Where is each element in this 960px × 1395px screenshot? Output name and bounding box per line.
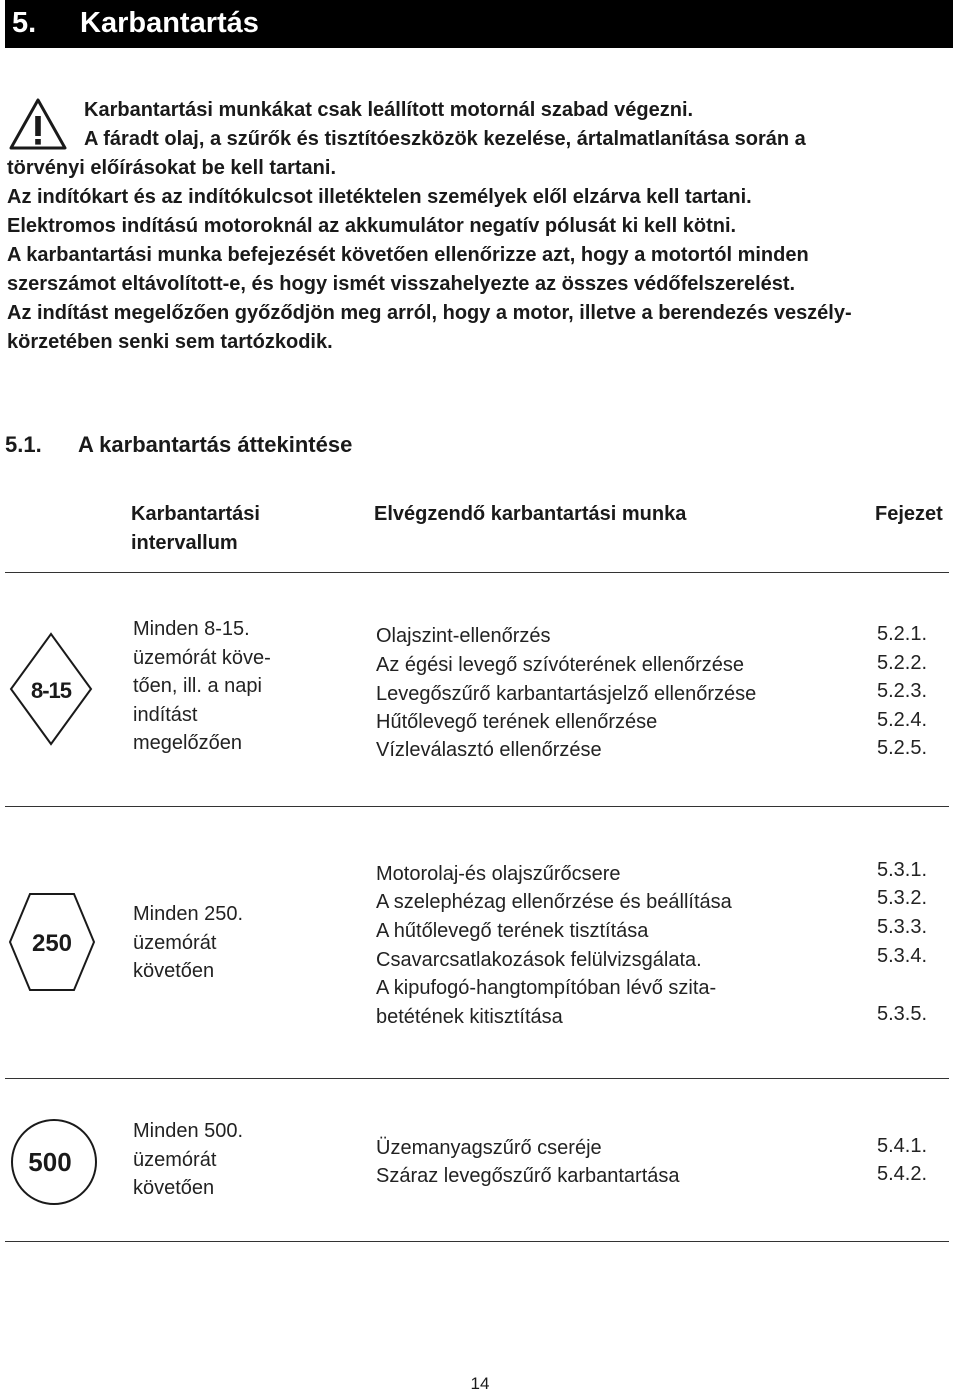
row-500-interval-line-2: üzemórát	[133, 1149, 217, 1171]
section-number: 5.1.	[5, 432, 42, 457]
row-8-15-chapter-4: 5.2.4.	[877, 709, 928, 731]
table-header-rule	[5, 572, 949, 573]
interval-8-15-symbol-label: 8-15	[30, 678, 72, 703]
row-separator-3	[5, 1241, 949, 1242]
row-8-15-task-4: Hűtőlevegő terének ellenőrzése	[376, 711, 658, 733]
header-interval-line-1: Karbantartási	[131, 503, 260, 525]
row-8-15-interval-line-5: megelőzően	[133, 732, 242, 754]
warning-line-1: Karbantartási munkákat csak leállított motornál szabad végezni.	[84, 99, 694, 121]
row-8-15-task-5: Vízleválasztó ellenőrzése	[376, 739, 602, 761]
row-250-task-5-line-1: A kipufogó-hangtompítóban lévő szita-	[376, 977, 717, 999]
row-8-15-interval-line-3: tően, ill. a napi	[133, 675, 262, 697]
row-8-15-interval-line-1: Minden 8-15.	[133, 618, 250, 640]
chapter-number: 5.	[12, 7, 37, 39]
warning-line-7: szerszámot eltávolított-e, és hogy ismét visszahelyezte az összes védőfelszerelést.	[7, 273, 796, 295]
chapter-title: Karbantartás	[80, 7, 259, 39]
row-250-task-1: Motorolaj-és olajszűrőcsere	[376, 863, 621, 885]
row-250-task-4: Csavarcsatlakozások felülvizsgálata.	[376, 949, 702, 971]
row-250-task-5-line-2: betétének kitisztítása	[376, 1006, 563, 1028]
section-title: A karbantartás áttekintése	[78, 432, 353, 457]
row-250-task-3: A hűtőlevegő terének tisztítása	[376, 920, 649, 942]
header-interval-line-2: intervallum	[131, 532, 238, 554]
row-500-task-1: Üzemanyagszűrő cseréje	[376, 1137, 602, 1159]
row-500-chapter-1: 5.4.1.	[877, 1135, 928, 1157]
row-250-chapter-5: 5.3.5.	[877, 1003, 928, 1025]
row-8-15-chapter-5: 5.2.5.	[877, 737, 928, 759]
row-8-15-task-1: Olajszint-ellenőrzés	[376, 625, 551, 647]
warning-line-2: A fáradt olaj, a szűrők és tisztítóeszközök kezelése, ártalmatlanítása során a	[84, 128, 806, 150]
page-number: 14	[470, 1374, 490, 1393]
warning-line-6: A karbantartási munka befejezését követően ellenőrizze azt, hogy a motortól minden	[7, 244, 809, 266]
warning-line-5: Elektromos indítású motoroknál az akkumulátor negatív pólusát ki kell kötni.	[7, 215, 737, 237]
row-separator-2	[5, 1078, 949, 1079]
row-250-interval-line-3: követően	[133, 960, 215, 982]
row-250-chapter-3: 5.3.3.	[877, 916, 928, 938]
row-8-15-interval-line-2: üzemórát köve-	[133, 647, 271, 669]
row-250-chapter-2: 5.3.2.	[877, 887, 928, 909]
row-500-interval-line-3: követően	[133, 1177, 215, 1199]
row-250-interval-line-2: üzemórát	[133, 932, 217, 954]
warning-line-8: Az indítást megelőzően győződjön meg arról, hogy a motor, illetve a berendezés veszély-	[7, 302, 852, 324]
interval-500-symbol-label: 500	[28, 1147, 72, 1177]
row-500-interval-line-1: Minden 500.	[133, 1120, 244, 1142]
row-500-chapter-2: 5.4.2.	[877, 1163, 928, 1185]
row-500-task-2: Száraz levegőszűrő karbantartása	[376, 1165, 680, 1187]
row-separator-1	[5, 806, 949, 807]
interval-500-circle-icon	[8, 1116, 100, 1208]
interval-250-hexagon-icon	[6, 890, 98, 994]
interval-250-symbol-label: 250	[31, 930, 73, 957]
row-250-chapter-4: 5.3.4.	[877, 945, 928, 967]
row-250-chapter-1: 5.3.1.	[877, 859, 928, 881]
warning-line-3: törvényi előírásokat be kell tartani.	[7, 157, 337, 179]
row-8-15-chapter-2: 5.2.2.	[877, 652, 928, 674]
header-chapter: Fejezet	[875, 503, 943, 525]
header-work: Elvégzendő karbantartási munka	[374, 503, 687, 525]
row-8-15-task-3: Levegőszűrő karbantartásjelző ellenőrzése	[376, 683, 757, 705]
row-8-15-interval-line-4: indítást	[133, 704, 198, 726]
row-250-interval-line-1: Minden 250.	[133, 903, 244, 925]
warning-line-4: Az indítókart és az indítókulcsot illetéktelen személyek elől elzárva kell tartani.	[7, 186, 752, 208]
row-250-task-2: A szelephézag ellenőrzése és beállítása	[376, 891, 732, 913]
warning-triangle-icon	[8, 96, 68, 152]
interval-8-15-diamond-icon	[7, 630, 95, 748]
warning-line-9: körzetében senki sem tartózkodik.	[7, 331, 333, 353]
row-8-15-chapter-1: 5.2.1.	[877, 623, 928, 645]
row-8-15-chapter-3: 5.2.3.	[877, 680, 928, 702]
row-8-15-task-2: Az égési levegő szívóterének ellenőrzése	[376, 654, 744, 676]
